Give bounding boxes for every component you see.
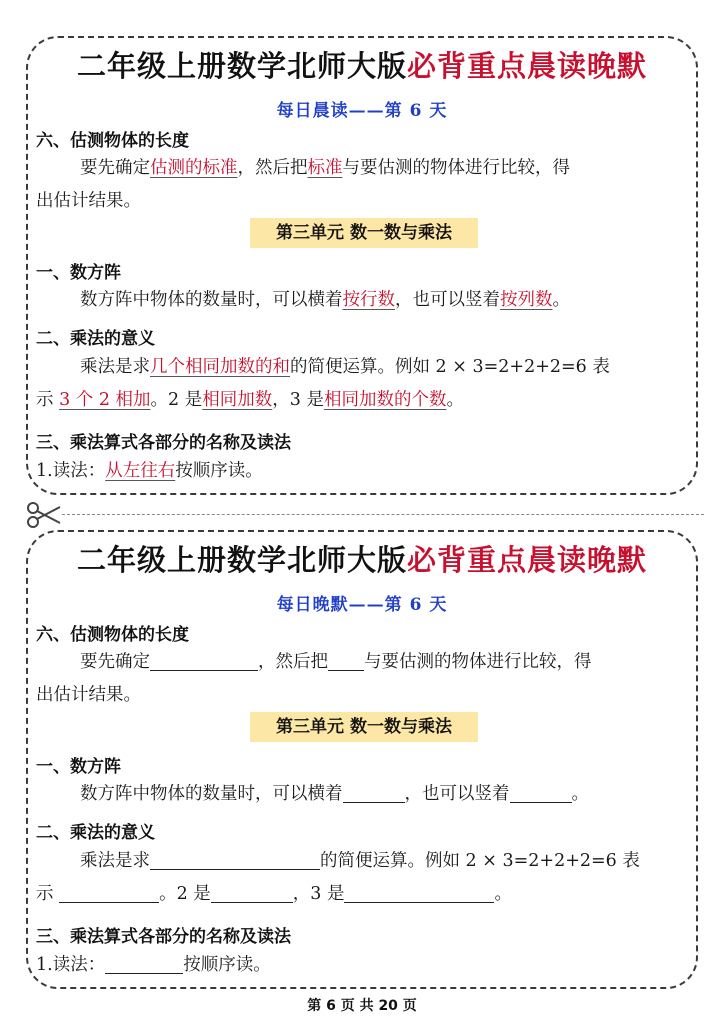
evening-dictation-card	[26, 530, 698, 989]
section-heading-estimate: 六、估测物体的长度	[36, 131, 189, 151]
paragraph-multiplication-cont: 示 3 个 2 相加。2 是相同加数，3 是相同加数的个数。	[36, 390, 464, 410]
section-heading-multiplication: 二、乘法的意义	[36, 329, 155, 349]
title-black-part: 二年级上册数学北师大版	[76, 49, 407, 83]
title-black-part: 二年级上册数学北师大版	[76, 543, 407, 577]
section-heading-multiplication: 二、乘法的意义	[36, 823, 155, 843]
answer-text: 3 个 2 相加	[59, 390, 151, 410]
answer-text: 从左往右	[105, 461, 176, 481]
paragraph-multiplication: 乘法是求 的简便运算。例如 2 × 3=2+2+2=6 表	[80, 851, 640, 871]
card-title	[28, 44, 696, 85]
fill-blank[interactable]	[150, 849, 320, 870]
title-red-part: 必背重点晨读晚默	[407, 543, 648, 577]
card-subtitle: 每日晚默——第 6 天	[276, 595, 448, 615]
answer-text: 几个相同加数的和	[150, 357, 290, 377]
paragraph-multiplication-cont: 示 。2 是 ，3 是 。	[36, 884, 512, 904]
answer-text: 按列数	[500, 290, 553, 310]
section-heading-array: 一、数方阵	[36, 757, 121, 777]
paragraph-estimate: 要先确定估测的标准，然后把标准与要估测的物体进行比较，得	[80, 158, 570, 178]
section-heading-parts: 三、乘法算式各部分的名称及读法	[36, 433, 291, 453]
section-heading-array: 一、数方阵	[36, 263, 121, 283]
card-title	[28, 538, 696, 579]
section-heading-parts: 三、乘法算式各部分的名称及读法	[36, 927, 291, 947]
paragraph-reading: 1.读法： 按顺序读。	[36, 955, 271, 975]
title-red-part: 必背重点晨读晚默	[407, 49, 648, 83]
answer-text: 按行数	[342, 290, 395, 310]
section-heading-estimate: 六、估测物体的长度	[36, 625, 189, 645]
fill-blank[interactable]	[344, 882, 494, 903]
fill-blank[interactable]	[105, 953, 183, 974]
fill-blank[interactable]	[510, 782, 572, 803]
answer-text: 估测的标准	[150, 158, 238, 178]
answer-text: 相同加数	[202, 390, 273, 410]
scissors-icon	[26, 499, 62, 531]
fill-blank[interactable]	[211, 882, 293, 903]
answer-text: 相同加数的个数	[323, 390, 447, 410]
answer-text: 标准	[307, 158, 343, 178]
fill-blank[interactable]	[343, 782, 405, 803]
unit-banner: 第三单元 数一数与乘法	[250, 218, 478, 248]
paragraph-estimate-cont: 出估计结果。	[36, 685, 141, 705]
paragraph-multiplication: 乘法是求几个相同加数的和的简便运算。例如 2 × 3=2+2+2=6 表	[80, 357, 610, 377]
cut-line	[62, 514, 704, 515]
paragraph-array: 数方阵中物体的数量时，可以横着按行数，也可以竖着按列数。	[80, 290, 570, 310]
paragraph-reading: 1.读法：从左往右按顺序读。	[36, 461, 263, 481]
fill-blank[interactable]	[150, 650, 258, 671]
fill-blank[interactable]	[59, 882, 159, 903]
fill-blank[interactable]	[328, 650, 364, 671]
card-subtitle: 每日晨读——第 6 天	[276, 101, 448, 121]
page-number: 第 6 页 共 20 页	[307, 998, 417, 1014]
paragraph-array: 数方阵中物体的数量时，可以横着 ，也可以竖着 。	[80, 784, 589, 804]
unit-banner: 第三单元 数一数与乘法	[250, 712, 478, 742]
paragraph-estimate: 要先确定 ，然后把 与要估测的物体进行比较，得	[80, 652, 592, 672]
paragraph-estimate-cont: 出估计结果。	[36, 191, 141, 211]
morning-reading-card	[26, 36, 698, 495]
